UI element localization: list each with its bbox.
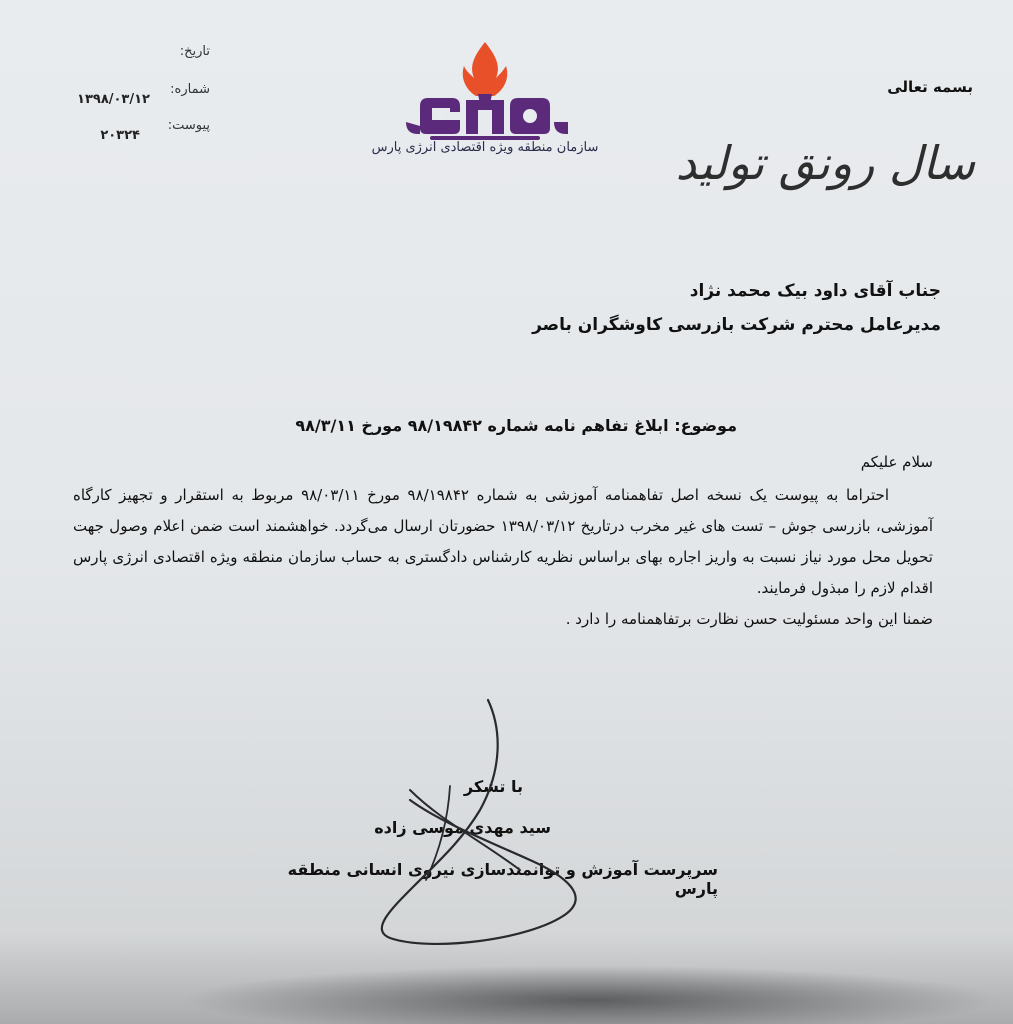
camera-shadow	[180, 965, 1000, 1024]
date-label: تاریخ:	[179, 44, 210, 59]
number-label: شماره:	[170, 82, 210, 97]
bismillah-heading: بسمه تعالی	[887, 78, 973, 96]
signer-title: سرپرست آموزش و توانمندسازی نیروی انسانی منطقه پارس	[287, 860, 718, 898]
recipient-name: جناب آقای داود بیک محمد نژاد	[689, 281, 941, 301]
number-value: ۱۳۹۸/۰۳/۱۲	[77, 92, 150, 107]
year-slogan: سال رونق تولید	[675, 136, 975, 190]
flame-icon	[463, 42, 508, 96]
signoff: با تشکر	[463, 777, 523, 796]
logo-caption: سازمان منطقه ویژه اقتصادی انرژی پارس	[371, 140, 599, 155]
letter-greeting: سلام علیکم	[860, 453, 933, 471]
organization-logo	[370, 38, 600, 178]
recipient-block	[341, 274, 941, 342]
logo-mark-icon	[406, 98, 568, 140]
attachment-label: پیوست:	[167, 118, 210, 133]
letter-body	[73, 480, 933, 635]
letter-subject: موضوع: ابلاغ تفاهم نامه شماره ۹۸/۱۹۸۴۲ مورخ ۹۸/۳/۱۱	[295, 416, 737, 435]
recipient-position: مدیرعامل محترم شرکت بازرسی کاوشگران باصر	[532, 315, 941, 335]
body-paragraph: احتراما به پیوست یک نسخه اصل تفاهمنامه آموزشی به شماره ۹۸/۱۹۸۴۲ مورخ ۹۸/۰۳/۱۱ مربوط به استقرار و تجهیز کارگاه آموزشی، بازرسی جوش – تست های غیر مخرب درتاریخ ۱۳۹۸/۰۳/۱۲ حضورتان ارسال می‌گردد. خواهشمند است ضمن اعلام وصول جهت تحویل محل مورد نیاز نسبت به واریز اجاره بهای براساس نظریه کارشناس دادگستری به حساب سازمان منطقه ویژه اقتصادی انرژی پارس اقدام لازم را مبذول فرمایند.	[73, 486, 933, 597]
bismillah-block	[673, 78, 973, 96]
signer-name: سید مهدی موسی زاده	[374, 818, 551, 837]
body-closing-line: ضمنا این واحد مسئولیت حسن نظارت برتفاهمنامه را دارد .	[565, 610, 933, 628]
attachment-value: ۲۰۳۲۴	[100, 128, 140, 143]
